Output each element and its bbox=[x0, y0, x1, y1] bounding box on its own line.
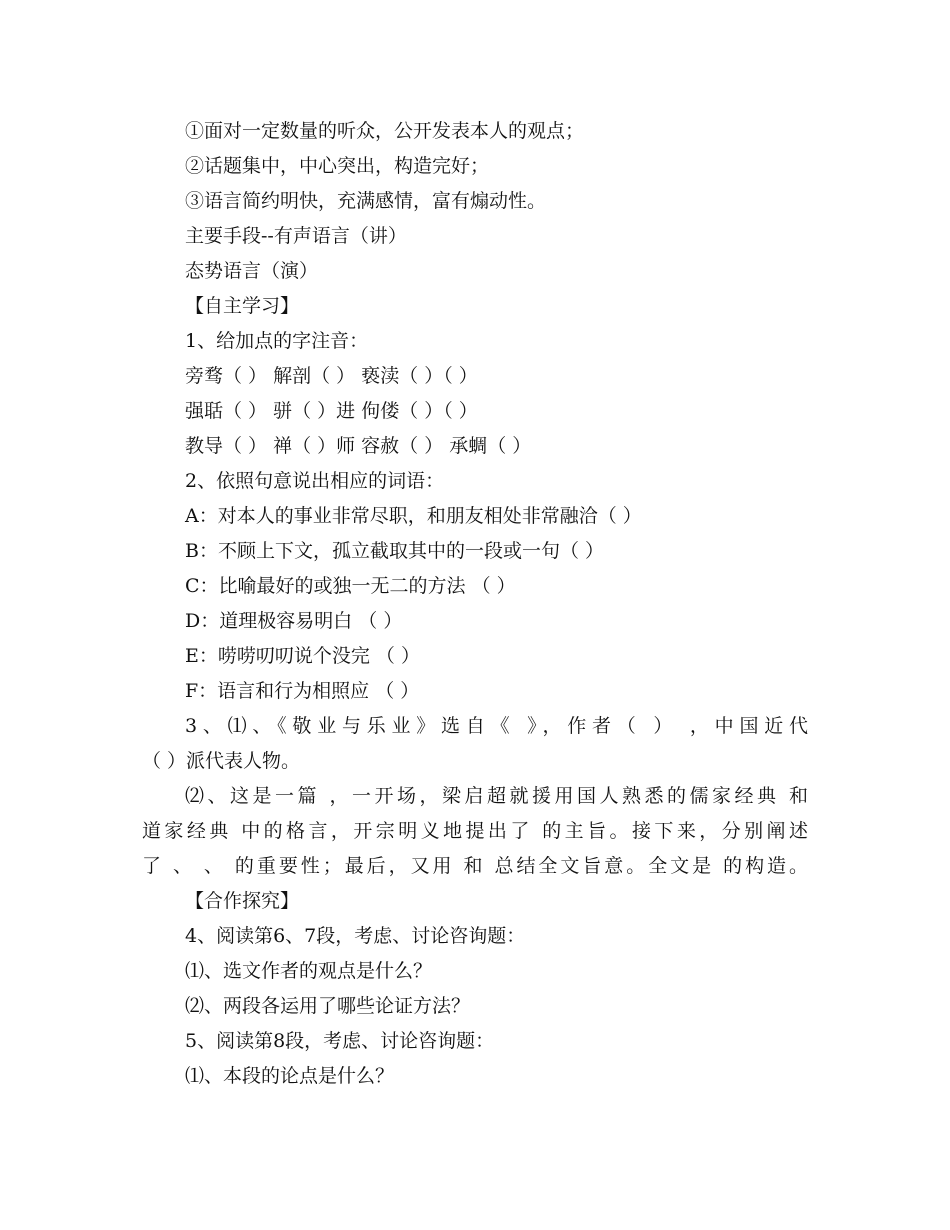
section-heading-self-study: 【自主学习】 bbox=[185, 295, 300, 317]
pinyin-row-3: 教导（ ） 禅（ ）师 容赦（ ） 承蜩（ ） bbox=[185, 435, 532, 457]
question-4-title: 4、阅读第6、7段，考虑、讨论咨询题： bbox=[185, 925, 526, 947]
question-2-item-b: B：不顾上下文，孤立截取其中的一段或一句（ ） bbox=[185, 540, 605, 562]
question-3-part-2: ⑵、这是一篇 ，一开场，梁启超就援用国人熟悉的儒家经典 和 bbox=[185, 785, 808, 807]
question-2-item-a: A：对本人的事业非常尽职，和朋友相处非常融洽（ ） bbox=[185, 505, 642, 527]
question-3-part-1: 3、⑴、《敬业与乐业》选自《 》，作者（ ） ，中国近代 bbox=[185, 715, 808, 737]
question-3-part-2-cont-1: 道家经典 中的格言，开宗明义地提出了 的主旨。接下来，分别阐述 bbox=[142, 820, 808, 842]
pinyin-row-2: 强聒（ ） 骈（ ）进 佝偻（ ）（ ） bbox=[185, 400, 478, 422]
question-2-item-e: E：唠唠叨叨说个没完 （ ） bbox=[185, 645, 420, 667]
question-2-item-f: F：语言和行为相照应 （ ） bbox=[185, 680, 420, 702]
speech-feature-2: ②话题集中，中心突出，构造完好； bbox=[185, 155, 490, 177]
speech-feature-1: ①面对一定数量的听众，公开发表本人的观点； bbox=[185, 120, 585, 142]
question-5-item-1: ⑴、本段的论点是什么？ bbox=[185, 1065, 395, 1087]
main-means-line: 主要手段--有声语言（讲） bbox=[185, 225, 407, 247]
question-2-item-d: D：道理极容易明白 （ ） bbox=[185, 610, 403, 632]
question-3-part-1-cont: （ ）派代表人物。 bbox=[142, 750, 301, 772]
question-4-item-1: ⑴、选文作者的观点是什么？ bbox=[185, 960, 433, 982]
pinyin-row-1: 旁骛（ ） 解剖（ ） 亵渎（ ）（ ） bbox=[185, 365, 478, 387]
section-heading-cooperative: 【合作探究】 bbox=[185, 890, 300, 912]
question-2-item-c: C：比喻最好的或独一无二的方法 （ ） bbox=[185, 575, 516, 597]
speech-feature-3: ③语言简约明快，充满感情，富有煽动性。 bbox=[185, 190, 547, 212]
question-4-item-2: ⑵、两段各运用了哪些论证方法？ bbox=[185, 995, 471, 1017]
question-2-title: 2、依照句意说出相应的词语： bbox=[185, 470, 445, 492]
question-1-title: 1、给加点的字注音： bbox=[185, 330, 369, 352]
question-5-title: 5、阅读第8段，考虑、讨论咨询题： bbox=[185, 1030, 495, 1052]
question-3-part-2-cont-2: 了 、 、 的重要性；最后，又用 和 总结全文旨意。全文是 的构造。 bbox=[142, 855, 808, 877]
body-language-line: 态势语言（演） bbox=[185, 260, 319, 282]
